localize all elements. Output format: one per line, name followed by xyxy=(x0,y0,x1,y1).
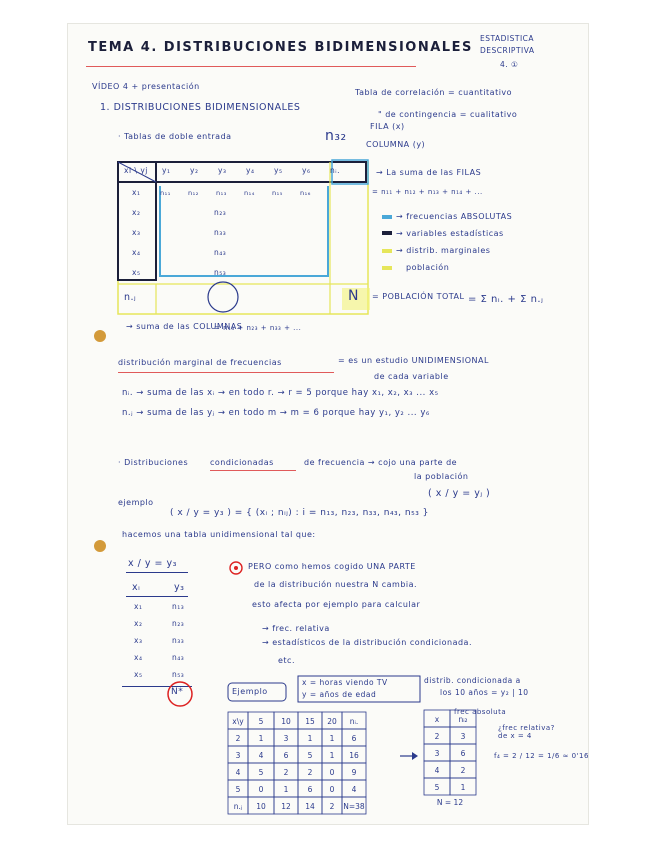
table-cell: n₃₃ xyxy=(214,228,227,237)
example-table-cell: x\y xyxy=(232,717,244,726)
conditional-row-x: x₄ xyxy=(134,653,143,662)
absolute-frequency-note: frec absoluta xyxy=(454,708,507,716)
marginal-line-1: nᵢ. → suma de las xᵢ → en todo r. → r = 5 porque hay x₁, x₂, x₃ ... x₅ xyxy=(122,388,439,398)
column-label: COLUMNA (y) xyxy=(366,140,426,149)
correlation-note: Tabla de correlación = cuantitativo xyxy=(355,88,513,97)
example-table-cell: 0 xyxy=(329,768,335,777)
conditional-row-x: x₅ xyxy=(134,670,143,679)
example-table-cell: 6 xyxy=(351,734,357,743)
conditional-example-cell: 2 xyxy=(434,732,440,741)
total-n: N xyxy=(348,288,359,304)
legend-marginal-distributions: → distrib. marginales xyxy=(396,246,491,255)
conditional-row-x: x₂ xyxy=(134,619,143,628)
conditional-label: ( x / y = yⱼ ) xyxy=(428,488,491,499)
example-table-cell: 12 xyxy=(281,802,291,811)
example-table-cell: 2 xyxy=(283,768,289,777)
total-sum-formula: = Σ nᵢ. + Σ n.ⱼ xyxy=(468,294,544,305)
relative-frequency-result: f₄ = 2 / 12 = 1/6 ≈ 0'16 xyxy=(494,752,589,760)
section-heading-1: 1. DISTRIBUCIONES BIDIMENSIONALES xyxy=(100,102,301,113)
subject-line-3: 4. ① xyxy=(500,60,519,69)
marginal-line-2: n.ⱼ → suma de las yⱼ → en todo m → m = 6 porque hay y₁, y₂ ... y₆ xyxy=(122,408,430,418)
example-table-cell: 5 xyxy=(235,785,241,794)
conditional-row-x: x₃ xyxy=(134,636,143,645)
conditional-row-n: n₃₃ xyxy=(172,636,185,645)
example-table-cell: 0 xyxy=(258,785,264,794)
example-table-cell: 6 xyxy=(283,751,289,760)
table-cell: n₁₆ xyxy=(300,189,311,197)
example-table-cell: 3 xyxy=(235,751,241,760)
example-table-cell: 1 xyxy=(258,734,264,743)
conditional-example-cell: 1 xyxy=(460,783,466,792)
table-cell: n₁₅ xyxy=(272,189,283,197)
example-table-cell: 4 xyxy=(258,751,264,760)
table-col-header: y₆ xyxy=(302,166,311,175)
example-table-cell: N=38 xyxy=(343,802,365,811)
example-label: Ejemplo xyxy=(232,687,268,696)
example-table-cell: 5 xyxy=(258,717,264,726)
conditional-row-n: n₁₃ xyxy=(172,602,185,611)
example-table-cell: 0 xyxy=(329,785,335,794)
example-table-cell: 5 xyxy=(258,768,264,777)
row-sum-expression: = n₁₁ + n₁₂ + n₁₃ + n₁₄ + ... xyxy=(372,188,483,196)
conditional-example-cell: 2 xyxy=(460,766,466,775)
conditional-example-total: N = 12 xyxy=(436,798,464,807)
column-sum-expression: = n₁₃ + n₂₃ + n₃₃ + ... xyxy=(214,324,302,332)
example-table-cell: 1 xyxy=(329,751,335,760)
row-sum-label: → La suma de las FILAS xyxy=(376,168,482,177)
page-title: TEMA 4. DISTRIBUCIONES BIDIMENSIONALES xyxy=(88,40,473,55)
conditional-example-cell: nᵢ₂ xyxy=(458,715,468,724)
pero-line-5: → estadísticos de la distribución condicionada. xyxy=(262,638,472,647)
table-col-header: y₁ xyxy=(162,166,171,175)
table-col-header: y₂ xyxy=(190,166,199,175)
table-cell: n₅₃ xyxy=(214,268,227,277)
conditional-table-title: x / y = y₃ xyxy=(128,558,177,569)
n-dot-j-label: n.ⱼ xyxy=(124,292,137,303)
conditional-heading-2: la población xyxy=(414,472,469,481)
table-cell: n₄₃ xyxy=(214,248,227,257)
example-table-cell: 1 xyxy=(307,734,313,743)
column-sum-label: → suma de las COLUMNAS xyxy=(126,322,243,331)
example-table-cell: 1 xyxy=(283,785,289,794)
conditional-example-cell: 5 xyxy=(434,783,440,792)
table-cell: n₁₁ xyxy=(160,189,171,197)
double-entry-tables: · Tablas de doble entrada xyxy=(118,132,232,141)
table-row-header: x₄ xyxy=(132,248,141,257)
table-cell: n₁₂ xyxy=(188,189,199,197)
example-x-description: x = horas viendo TV xyxy=(302,678,388,687)
conditional-row-n: n₅₃ xyxy=(172,670,185,679)
conditional-heading-post: de frecuencia → cojo una parte de xyxy=(304,458,458,467)
conditional-table-head-y: y₃ xyxy=(174,582,185,593)
conditional-heading-keyword: condicionadas xyxy=(210,458,274,467)
example-table-cell: 14 xyxy=(305,802,315,811)
marginal-definition: = es un estudio UNIDIMENSIONAL xyxy=(338,356,489,365)
table-row-header: x₁ xyxy=(132,188,141,197)
conditional-example-cell: 3 xyxy=(460,732,466,741)
example-table-cell: 10 xyxy=(256,802,266,811)
conditional-heading-pre: · Distribuciones xyxy=(118,458,189,467)
table-row-header: x₂ xyxy=(132,208,141,217)
example-table-cell: 9 xyxy=(351,768,357,777)
table-col-header: y₃ xyxy=(218,166,227,175)
pero-line-4: → frec. relativa xyxy=(262,624,330,633)
conditional-row-n: n₂₃ xyxy=(172,619,185,628)
nstar-label: N* xyxy=(171,687,184,697)
legend-population: población xyxy=(406,263,450,272)
conditional-example-cell: 4 xyxy=(434,766,440,775)
pero-line-6: etc. xyxy=(278,656,295,665)
table-col-header: y₄ xyxy=(246,166,255,175)
table-cell: n₁₄ xyxy=(244,189,255,197)
subject-line-1: ESTADISTICA xyxy=(480,34,535,43)
table-cell: n₂₃ xyxy=(214,208,227,217)
example-table-cell: 16 xyxy=(349,751,359,760)
example-table-cell: 20 xyxy=(327,717,337,726)
example-table-cell: 3 xyxy=(283,734,289,743)
table-row-header: x₃ xyxy=(132,228,141,237)
conditional-row-n: n₄₃ xyxy=(172,653,185,662)
video-note: VÍDEO 4 + presentación xyxy=(92,82,200,91)
conditional-row-x: x₁ xyxy=(134,602,143,611)
conditional-example-cell: 6 xyxy=(460,749,466,758)
pero-line-3: esto afecta por ejemplo para calcular xyxy=(252,600,421,609)
table-cell: n₁₃ xyxy=(216,189,227,197)
example-conditional-note-2: los 10 años = y₂ | 10 xyxy=(440,688,529,697)
n32-label: n₃₂ xyxy=(325,128,347,144)
subject-line-2: DESCRIPTIVA xyxy=(480,46,535,55)
legend-statistical-variables: → variables estadísticas xyxy=(396,229,504,238)
example-table-cell: 4 xyxy=(351,785,357,794)
example-table-cell: 10 xyxy=(281,717,291,726)
example-table-cell: 2 xyxy=(235,734,241,743)
example-table-cell: 15 xyxy=(305,717,315,726)
unidimensional-table-note: hacemos una tabla unidimensional tal que: xyxy=(122,530,316,539)
legend-absolute-frequencies: → frecuencias ABSOLUTAS xyxy=(396,212,513,221)
contingency-note: " de contingencia = cualitativo xyxy=(378,110,518,119)
example-table-cell: 4 xyxy=(235,768,241,777)
conditional-table-head-x: xᵢ xyxy=(132,582,141,593)
example-table-cell: n.ⱼ xyxy=(233,802,243,811)
pero-line-1: PERO como hemos cogido UNA PARTE xyxy=(248,562,416,571)
example-y-description: y = años de edad xyxy=(302,690,377,699)
pero-line-2: de la distribución nuestra N cambia. xyxy=(254,580,418,589)
corner-label: xi \ yj xyxy=(124,166,148,175)
marginal-definition-2: de cada variable xyxy=(374,372,449,381)
conditional-example-cell: x xyxy=(434,715,440,724)
relative-frequency-question: ¿frec relativa? de x = 4 xyxy=(498,724,555,740)
population-total-label: = POBLACIÓN TOTAL xyxy=(372,292,465,301)
example-table-cell: 5 xyxy=(307,751,313,760)
example-table-cell: nᵢ. xyxy=(349,717,359,726)
example-conditional-note: distrib. condicionada a xyxy=(424,676,521,685)
table-col-header: y₅ xyxy=(274,166,283,175)
table-col-header: nᵢ. xyxy=(330,166,340,175)
row-label: FILA (x) xyxy=(370,122,405,131)
example-table-cell: 1 xyxy=(329,734,335,743)
example-word: ejemplo xyxy=(118,498,154,507)
table-row-header: x₅ xyxy=(132,268,141,277)
marginal-heading: distribución marginal de frecuencias xyxy=(118,358,282,367)
conditional-formula: ( x / y = y₃ ) = { (xᵢ ; nᵢⱼ) : i = n₁₃, n₂₃, n₃₃, n₄₃, n₅₃ } xyxy=(170,508,429,518)
conditional-example-cell: 3 xyxy=(434,749,440,758)
example-table-cell: 2 xyxy=(307,768,313,777)
example-table-cell: 6 xyxy=(307,785,313,794)
example-table-cell: 2 xyxy=(329,802,335,811)
